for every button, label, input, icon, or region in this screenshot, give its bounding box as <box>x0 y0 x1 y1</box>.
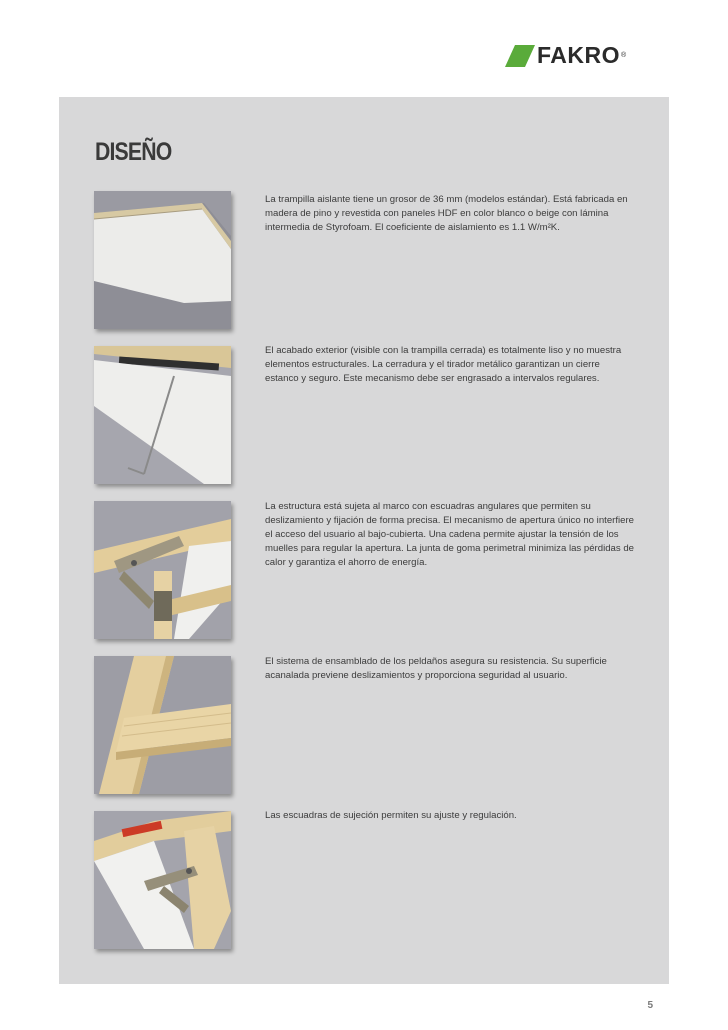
photo-adjustable-brackets <box>94 811 231 949</box>
paragraph-brackets: Las escuadras de sujeción permiten su ajuste y regulación. <box>265 810 517 821</box>
fakro-logo <box>505 42 626 69</box>
brand-registered: ® <box>621 52 627 59</box>
section-title: DISEÑO <box>95 138 172 166</box>
photo-ladder-steps <box>94 656 231 794</box>
photo-mechanism <box>94 501 231 639</box>
paragraph-structure-mechanism: La estructura está sujeta al marco con escuadras angulares que permiten su deslizamiento y fijación de forma precisa. El mecanismo de apertura único no interfiere el acceso del usuario al bajo-cubierta. Una cadena permite ajustar la tensión de los muelles para regular la apertura. La junta de goma perimetral minimiza las pérdidas de calor y garantiza el ahorro de energía. <box>265 501 635 568</box>
paragraph-hatch-insulation: La trampilla aislante tiene un grosor de 36 mm (modelos estándar). Está fabricada en madera de pino y revestida con paneles HDF en color blanco o beige con lámina intermedia de Styrofoam. El coeficiente de aislamiento es 1.1 W/m²K. <box>265 194 628 233</box>
photo-hatch-panel <box>94 191 231 329</box>
paragraph-exterior-finish: El acabado exterior (visible con la trampilla cerrada) es totalmente liso y no muestra elementos estructurales. La cerradura y el tirador metálico garantizan un cierre estanco y seguro. Este mecanismo debe ser engrasado a intervalos regulares. <box>265 345 622 384</box>
page-number: 5 <box>647 1000 653 1011</box>
photo-lock-handle <box>94 346 231 484</box>
paragraph-step-assembly: El sistema de ensamblado de los peldaños asegura su resistencia. Su superficie acanalada previene deslizamientos y proporciona seguridad al usuario. <box>265 656 607 681</box>
fakro-logo-mark-icon <box>505 45 535 67</box>
brand-name: FAKRO <box>537 42 620 68</box>
